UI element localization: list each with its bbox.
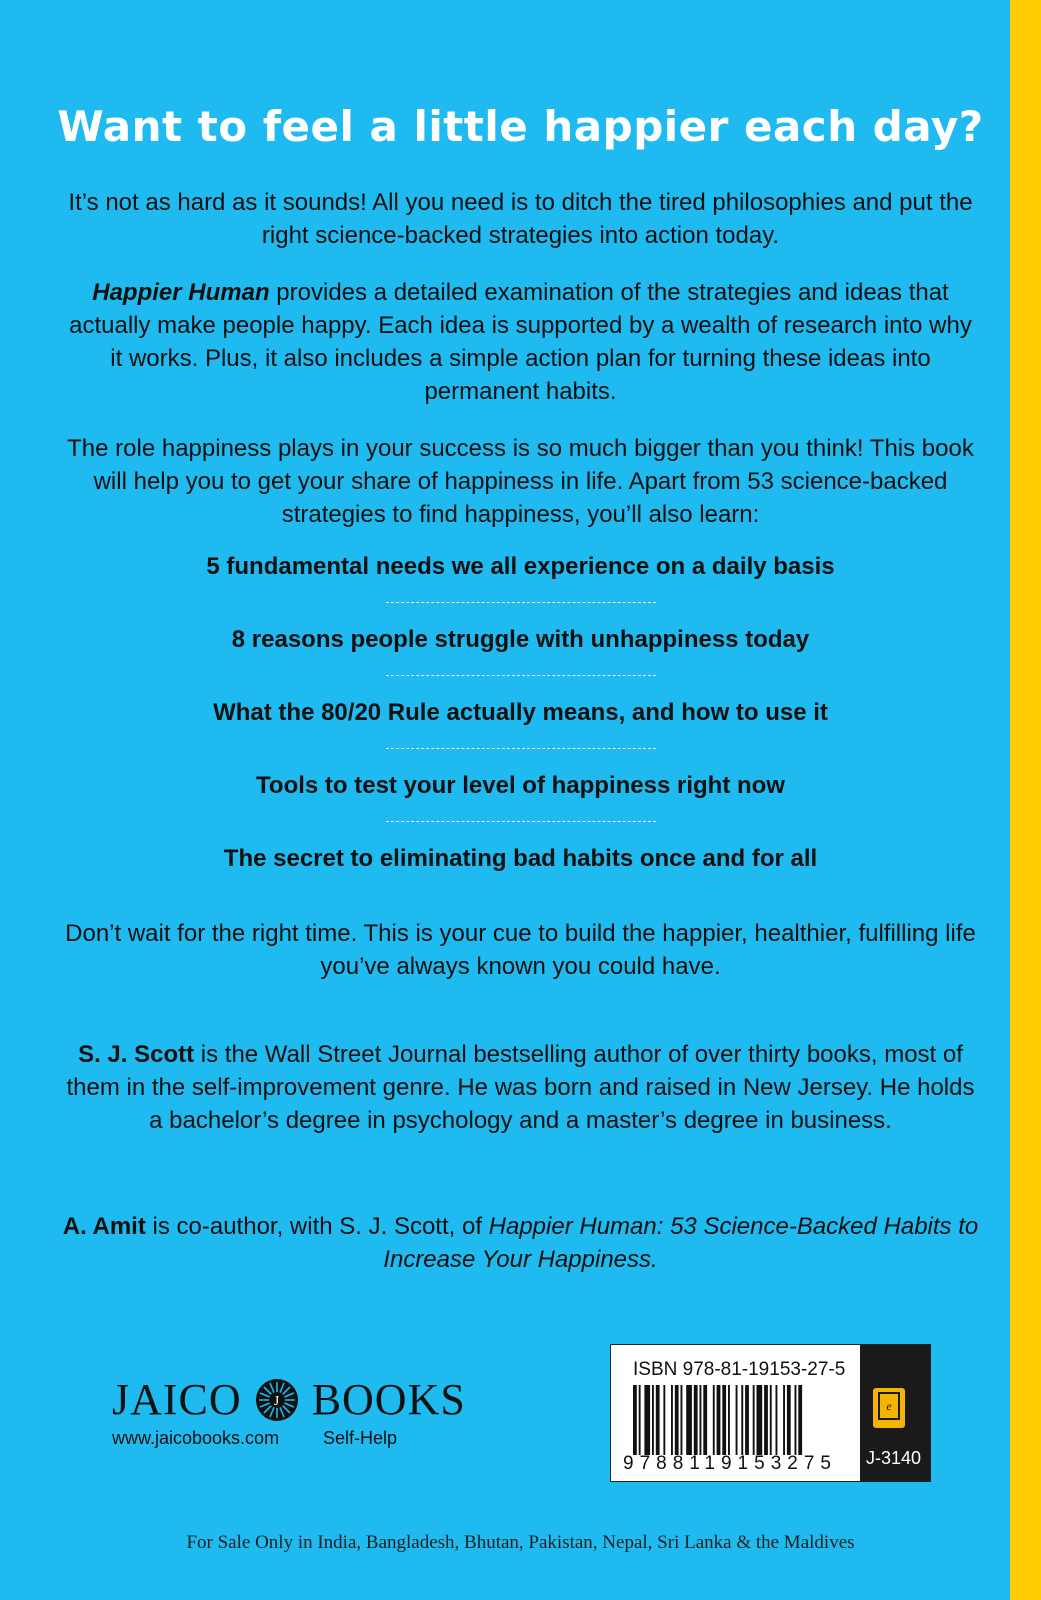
book-full-title: Happier Human: 53 Science-Backed Habits to Increase Your Happiness. xyxy=(383,1213,979,1273)
call-to-action: Don’t wait for the right time. This is your cue to build the happier, healthier, fulfilling life you’ve always known you could have. xyxy=(65,920,976,980)
learn-item: Tools to test your level of happiness right now xyxy=(256,772,785,799)
description-paragraph xyxy=(60,276,981,408)
barcode-bars xyxy=(633,1385,855,1455)
svg-text:J: J xyxy=(273,1393,280,1409)
learn-item: 8 reasons people struggle with unhappiness today xyxy=(231,626,810,653)
author-name: S. J. Scott xyxy=(78,1041,195,1068)
dashed-divider xyxy=(386,821,656,822)
learn-item: The secret to eliminating bad habits once and for all xyxy=(223,845,818,872)
dashed-divider xyxy=(386,602,656,603)
book-code: J-3140 xyxy=(866,1448,922,1468)
description-text: provides a detailed examination of the strategies and ideas that actually make people happy. Each idea is supported by a wealth of research into why it works. Plus, it also includes a simple action plan for turning these ideas into permanent habits. xyxy=(69,279,972,405)
author-bio-text: is the Wall Street Journal bestselling author of over thirty books, most of them in the self-improvement genre. He was born and raised in New Jersey. He holds a bachelor’s degree in psychology and a master’s degree in business. xyxy=(66,1041,975,1134)
logo-text-right: BOOKS xyxy=(311,1375,466,1424)
sun-emblem-icon xyxy=(254,1377,300,1423)
book-title: Happier Human xyxy=(92,279,270,306)
barcode-digits: 9788119153275 xyxy=(623,1453,837,1474)
sale-territory-notice: For Sale Only in India, Bangladesh, Bhutan, Pakistan, Nepal, Sri Lanka & the Maldives xyxy=(186,1532,855,1553)
author-bio-scott xyxy=(60,1038,981,1137)
author-bio-text: is co-author, with S. J. Scott, of xyxy=(145,1213,489,1240)
headline: Want to feel a little happier each day? xyxy=(57,102,984,151)
learn-list xyxy=(0,552,1041,874)
role-paragraph: The role happiness plays in your success is so much bigger than you think! This book will help you to get your share of happiness in life. Apart from 53 science-backed strategies to find happiness, you’ll also learn: xyxy=(67,435,974,528)
intro-paragraph: It’s not as hard as it sounds! All you need is to ditch the tired philosophies and put the right science-backed strategies into action today. xyxy=(68,189,973,249)
svg-text:e: e xyxy=(886,1399,892,1413)
learn-item: What the 80/20 Rule actually means, and how to use it xyxy=(213,699,828,726)
isbn-text: ISBN 978-81-19153-27-5 xyxy=(633,1359,846,1380)
learn-item: 5 fundamental needs we all experience on a daily basis xyxy=(206,553,835,580)
logo-text-left: JAICO xyxy=(112,1375,242,1424)
publisher-website: www.jaicobooks.com xyxy=(112,1428,280,1448)
spine-edge xyxy=(1010,0,1041,1600)
book-genre: Self-Help xyxy=(323,1428,398,1448)
publisher-logo xyxy=(112,1374,466,1425)
ebook-available-icon xyxy=(873,1388,905,1428)
dashed-divider xyxy=(386,675,656,676)
dashed-divider xyxy=(386,748,656,749)
author-bio-amit xyxy=(60,1210,981,1276)
author-name: A. Amit xyxy=(62,1213,146,1240)
